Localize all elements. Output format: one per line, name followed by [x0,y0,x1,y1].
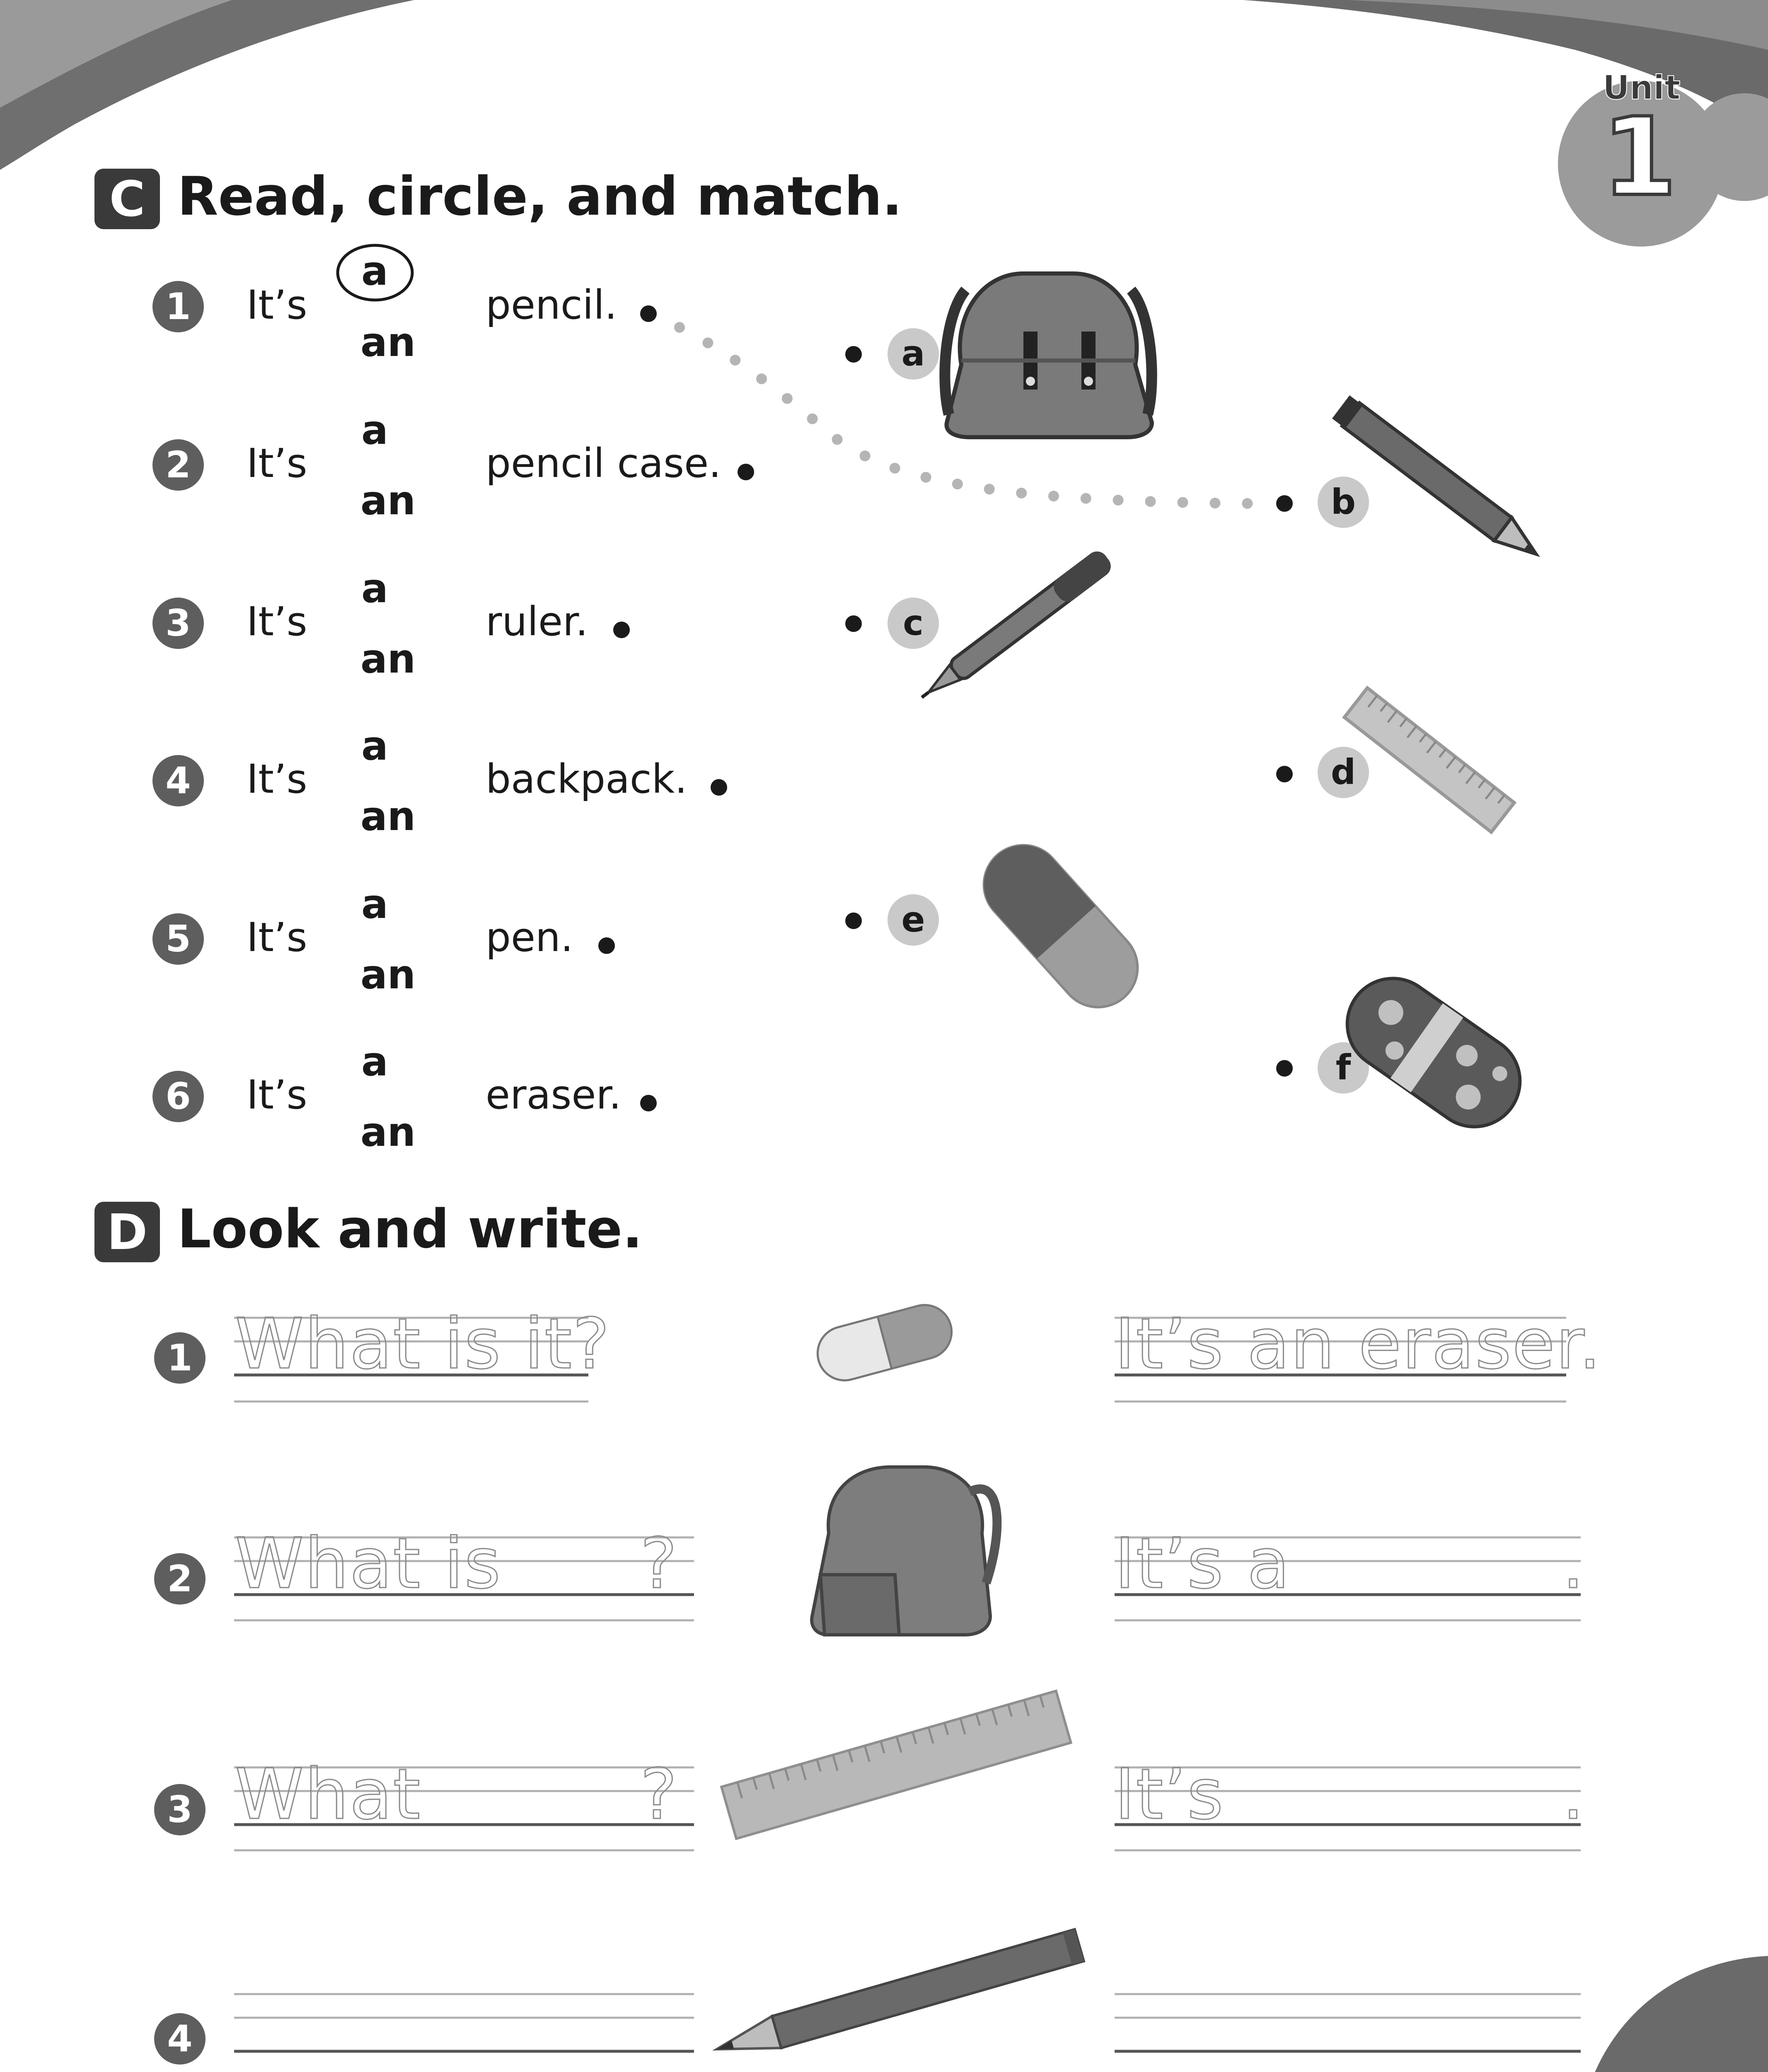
picture-letter-d: d [1318,747,1369,798]
picture-letter-e: e [888,894,939,946]
article-an[interactable]: an [360,951,416,998]
article-an[interactable]: an [360,636,416,682]
article-a[interactable]: a [361,565,388,612]
question-mark-trace: ? [640,1754,677,1835]
article-a[interactable]: a [361,1038,388,1085]
its-text: It’s [247,1072,307,1118]
object-word: pen. [486,914,573,961]
unit-label: Unit [1603,68,1681,107]
its-text: It’s [247,282,307,328]
article-an[interactable]: an [360,477,416,524]
picture-letter-c: c [888,598,939,649]
answer-trace[interactable]: It’s an eraser. [1115,1303,1602,1385]
question-trace[interactable]: What [235,1754,421,1835]
section-c-title: Read, circle, and match. [177,166,902,228]
object-word: pencil. [486,282,617,328]
article-a[interactable]: a [361,407,388,453]
row-number: 4 [154,2013,206,2065]
its-text: It’s [247,440,307,487]
section-d-badge: D [94,1202,160,1262]
question-trace[interactable]: What is it? [235,1303,611,1385]
article-a[interactable]: a [361,248,388,294]
backpack-icon [812,1467,997,1635]
object-word: pencil case. [486,440,721,487]
period-trace: . [1562,1523,1584,1604]
unit-number: 1 [1602,95,1677,220]
answer-trace[interactable]: It’s a [1115,1523,1291,1604]
article-an[interactable]: an [360,319,416,366]
its-text: It’s [247,598,307,645]
object-word: eraser. [486,1072,622,1118]
item-number: 4 [152,755,204,806]
its-text: It’s [247,914,307,961]
article-an[interactable]: an [360,793,416,840]
period-trace: . [1562,1754,1584,1835]
section-d-title: Look and write. [177,1198,643,1260]
article-an[interactable]: an [360,1109,416,1155]
picture-letter-b: b [1318,477,1369,528]
item-number: 1 [152,281,204,332]
picture-letter-a: a [888,328,939,380]
item-number: 3 [152,598,204,649]
item-number: 5 [152,913,204,965]
its-text: It’s [247,756,307,802]
row-number: 2 [154,1553,206,1605]
article-a[interactable]: a [361,723,388,769]
pencil-icon [712,1929,1084,2065]
question-mark-trace: ? [640,1523,677,1604]
answer-trace[interactable]: It’s [1115,1754,1224,1835]
object-word: ruler. [486,598,588,645]
item-number: 2 [152,439,204,491]
eraser-icon [812,1299,958,1387]
picture-letter-f: f [1318,1042,1369,1094]
question-trace[interactable]: What is [235,1523,502,1604]
ruler-icon [721,1691,1071,1838]
row-number: 3 [154,1784,206,1835]
item-number: 6 [152,1071,204,1122]
section-c-badge: C [94,169,160,229]
object-word: backpack. [486,756,687,802]
article-a[interactable]: a [361,881,388,927]
row-number: 1 [154,1332,206,1384]
